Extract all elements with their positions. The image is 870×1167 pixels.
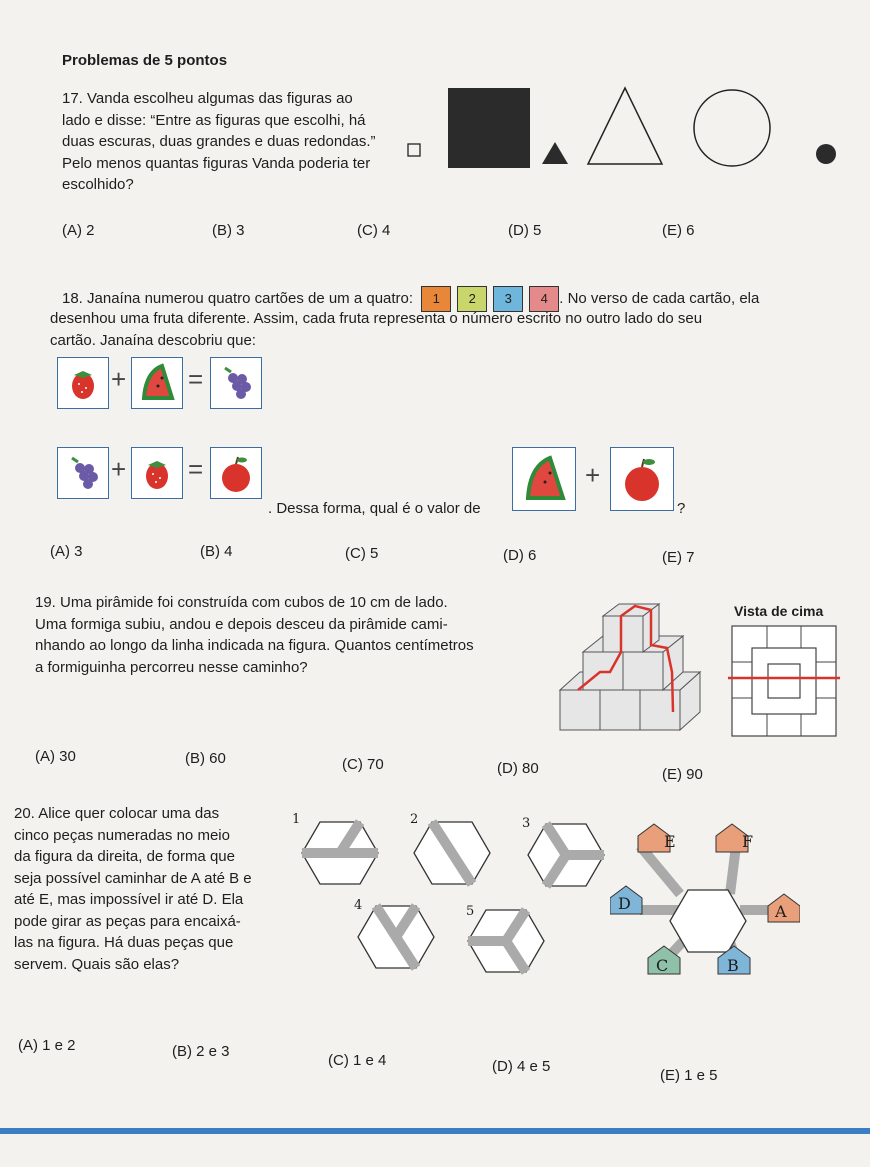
q17-line: Pelo menos quantas figuras Vanda poderia ter: [62, 154, 371, 172]
card-4: 4: [529, 286, 559, 312]
grapes-card: [210, 357, 262, 409]
bottom-decorative-bar: [0, 1128, 870, 1134]
q20-line: cinco peças numeradas no meio: [14, 826, 230, 844]
q18-line3: cartão. Janaína descobriu que:: [50, 332, 256, 349]
large-dark-square: [448, 88, 530, 168]
piece-number-3: 3: [522, 816, 531, 831]
q19-text: [35, 592, 555, 678]
q17-option-b[interactable]: (B) 3: [212, 222, 245, 239]
large-light-triangle: [588, 88, 662, 164]
piece-2: [412, 818, 492, 888]
q17-line: lado e disse: “Entre as figuras que escolhi, há: [62, 111, 366, 129]
q17-text: [62, 88, 407, 196]
q20-option-c[interactable]: (C) 1 e 4: [328, 1052, 387, 1069]
q20-line: 20. Alice quer colocar uma das: [14, 805, 220, 822]
cube-pyramid: [555, 600, 725, 740]
apple-card: [210, 447, 262, 499]
q18-intro-end: . No verso de cada cartão, ela: [559, 289, 760, 307]
q18-intro: 18. Janaína numerou quatro cartões de um a quatro:: [62, 289, 414, 307]
house-label-c: C: [656, 956, 669, 975]
section-title: Problemas de 5 pontos: [62, 52, 228, 69]
piece-1: [300, 818, 380, 888]
grapes-card: [57, 447, 109, 499]
house-label-e: E: [664, 832, 676, 851]
q19-line: 19. Uma pirâmide foi construída com cubos de 10 cm de lado.: [35, 594, 448, 611]
strawberry-card: [57, 357, 109, 409]
card-2: 2: [457, 286, 487, 312]
q20-line: seja possível caminhar de A até B e: [14, 869, 252, 887]
q20-text: [14, 803, 314, 975]
q20-option-a[interactable]: (A) 1 e 2: [18, 1037, 76, 1054]
q17-option-c[interactable]: (C) 4: [357, 222, 391, 239]
q17-option-a[interactable]: (A) 2: [62, 222, 95, 239]
piece-4: [356, 902, 436, 972]
q19-option-a[interactable]: (A) 30: [35, 748, 76, 765]
large-light-circle: [694, 90, 770, 166]
house-figure: [610, 816, 800, 996]
q18-question: . Dessa forma, qual é o valor de: [268, 500, 481, 517]
q19-option-e[interactable]: (E) 90: [662, 766, 703, 783]
q18-option-b[interactable]: (B) 4: [200, 543, 233, 560]
equals-sign: =: [188, 364, 204, 394]
q20-line: las na figura. Há duas peças que: [14, 934, 234, 951]
piece-number-2: 2: [410, 812, 419, 827]
q18-line2: desenhou uma fruta diferente. Assim, cada fruta representa o número escrito no outro lado do seu: [50, 310, 703, 327]
q20-line: da figura da direita, de forma que: [14, 848, 235, 865]
strawberry-card: [131, 447, 183, 499]
q20-line: servem. Quais são elas?: [14, 955, 180, 973]
plus-sign: +: [585, 460, 601, 490]
card-3: 3: [493, 286, 523, 312]
q20-option-e[interactable]: (E) 1 e 5: [660, 1067, 718, 1084]
small-dark-triangle: [542, 142, 568, 164]
q18-option-c[interactable]: (C) 5: [345, 545, 379, 562]
watermelon-card: [131, 357, 183, 409]
apple-card: [610, 447, 674, 511]
q19-line: Uma formiga subiu, andou e depois desceu da pirâmide cami-: [35, 615, 448, 633]
piece-5: [466, 906, 546, 976]
q18-option-a[interactable]: (A) 3: [50, 543, 83, 560]
house-label-f: F: [742, 832, 754, 851]
q17-option-d[interactable]: (D) 5: [508, 222, 542, 239]
q18-option-e[interactable]: (E) 7: [662, 549, 695, 566]
house-label-a: A: [775, 902, 787, 921]
q20-option-b[interactable]: (B) 2 e 3: [172, 1043, 230, 1060]
q17-line: escolhido?: [62, 176, 134, 193]
plus-sign: +: [111, 454, 127, 484]
q20-line: pode girar as peças para encaixá-: [14, 912, 241, 930]
house-label-b: B: [727, 956, 739, 975]
q17-line: 17. Vanda escolheu algumas das figuras ao: [62, 90, 353, 107]
card-1: 1: [421, 286, 451, 312]
top-view-label: Vista de cima: [734, 603, 824, 619]
q19-option-c[interactable]: (C) 70: [342, 756, 384, 773]
q19-option-d[interactable]: (D) 80: [497, 760, 539, 777]
q17-option-e[interactable]: (E) 6: [662, 222, 695, 239]
piece-3: [526, 820, 606, 890]
piece-number-5: 5: [466, 904, 475, 919]
q17-line: duas escuras, duas grandes e duas redondas.”: [62, 133, 376, 150]
q18-option-d[interactable]: (D) 6: [503, 547, 537, 564]
q19-line: a formiguinha percorreu nesse caminho?: [35, 658, 308, 676]
house-label-d: D: [618, 894, 631, 913]
q19-line: nhando ao longo da linha indicada na figura. Quantos centímetros: [35, 637, 474, 654]
q17-figures: [400, 84, 840, 174]
small-light-square: [408, 144, 420, 156]
piece-number-1: 1: [292, 812, 301, 827]
q19-option-b[interactable]: (B) 60: [185, 750, 226, 767]
equals-sign: =: [188, 454, 204, 484]
small-dark-circle: [816, 144, 836, 164]
plus-sign: +: [111, 364, 127, 394]
q18-question-mark: ?: [677, 500, 686, 517]
q20-option-d[interactable]: (D) 4 e 5: [492, 1058, 551, 1075]
q20-line: até E, mas impossível ir até D. Ela: [14, 891, 244, 908]
top-view-grid: [728, 622, 840, 740]
piece-number-4: 4: [354, 898, 363, 913]
watermelon-card: [512, 447, 576, 511]
